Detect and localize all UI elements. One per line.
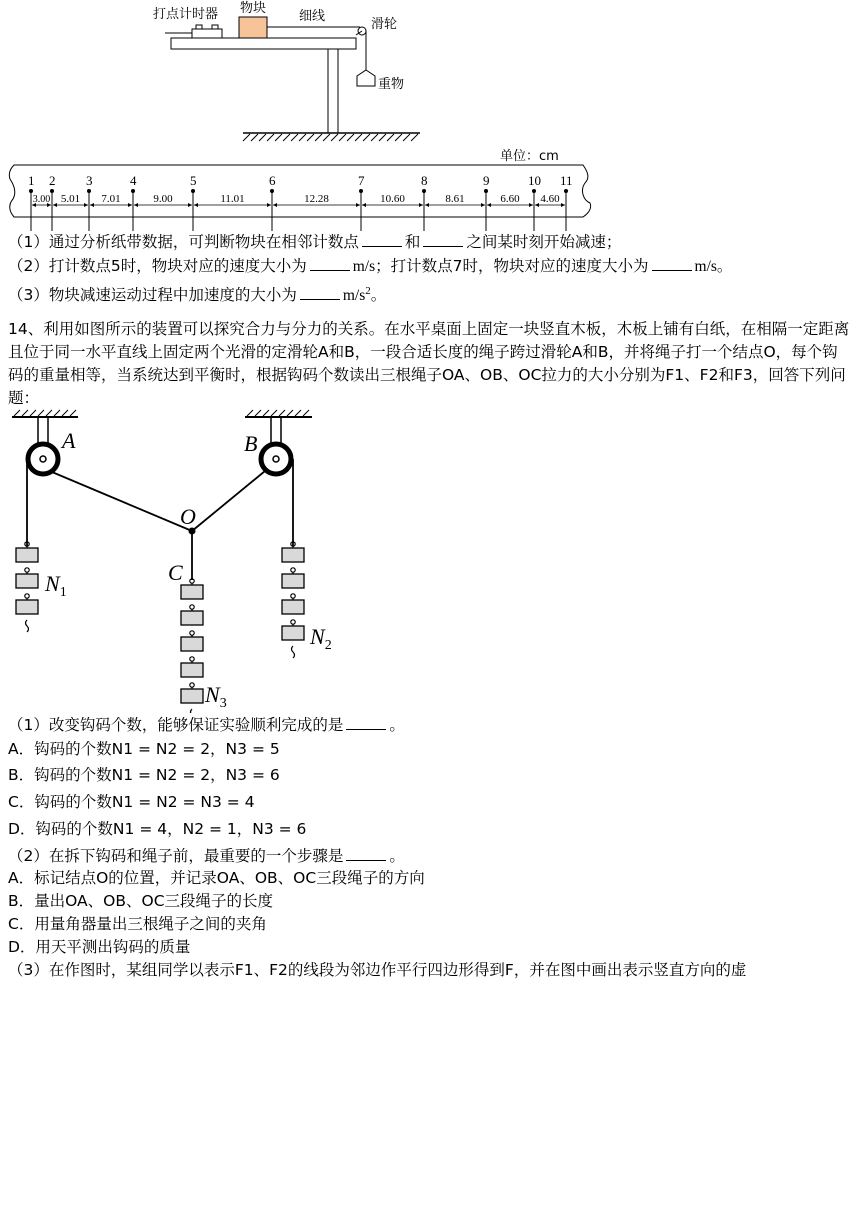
tape-point-label: 1 bbox=[28, 173, 35, 188]
unit-text: m/s。 bbox=[694, 258, 733, 275]
q14-2-question-text: （2）在拆下钩码和绳子前，最重要的一个步骤是 bbox=[8, 847, 344, 865]
tape-point-label: 8 bbox=[421, 173, 428, 188]
unit-text: m/s bbox=[352, 258, 376, 275]
answer-blank[interactable] bbox=[423, 232, 463, 247]
hook-weight bbox=[282, 574, 304, 588]
block-shape bbox=[239, 17, 267, 38]
q14-2-option-c[interactable]: C．用量角器量出三根绳子之间的夹角 bbox=[8, 915, 267, 933]
force-table-diagram bbox=[0, 408, 861, 713]
q14-1-question bbox=[8, 714, 405, 736]
q13-part1-text-c: 之间某时刻开始减速； bbox=[466, 233, 622, 251]
tape-segment-label: 12.28 bbox=[304, 193, 329, 205]
paper-tape bbox=[0, 145, 861, 235]
weights-n1 bbox=[16, 542, 38, 632]
answer-blank[interactable] bbox=[652, 256, 692, 271]
tape-segment-label: 8.61 bbox=[445, 193, 465, 205]
q14-1-option-c[interactable]: C．钩码的个数N1 = N2 = N3 = 4 bbox=[8, 793, 255, 811]
q13-part3 bbox=[8, 280, 386, 307]
label-o: O bbox=[180, 504, 196, 529]
tape-segment-label: 6.60 bbox=[500, 193, 520, 205]
q14-1-option-d[interactable]: D．钩码的个数N1 = 4，N2 = 1，N3 = 6 bbox=[8, 820, 307, 838]
q14-stem: 14、利用如图所示的装置可以探究合力与分力的关系。在水平桌面上固定一块竖直木板，木板上铺有白纸，在相隔一定距离且位于同一水平直线上固定两个光滑的定滑轮A和B，一段合适长度的绳子跨过滑轮A和B，并将绳子打一个结点O，每个钩码的重量相等，当系统达到平衡时，根据钩码个数读出三根绳子OA、OB、OC拉力的大小分别为F1、F2和F3，回答下列问题： bbox=[8, 320, 850, 407]
tape-segment-label: 11.01 bbox=[220, 193, 245, 205]
tape-segment-label: 5.01 bbox=[60, 193, 81, 205]
tape-point-label: 11 bbox=[560, 173, 573, 188]
timer-shape bbox=[192, 29, 222, 38]
q14-2-option-b[interactable]: B．量出OA、OB、OC三段绳子的长度 bbox=[8, 892, 274, 910]
label-n3: $N_3$ bbox=[205, 682, 227, 711]
q14-2-question-end: 。 bbox=[389, 847, 405, 865]
hook-weight bbox=[181, 689, 203, 703]
block-label: 物块 bbox=[240, 1, 267, 16]
hook-weight bbox=[181, 611, 203, 625]
q14-2-question bbox=[8, 845, 405, 867]
tape-point-label: 10 bbox=[528, 173, 541, 188]
tape-point-label: 5 bbox=[190, 173, 197, 188]
q13-part2 bbox=[8, 255, 732, 278]
weight-hook bbox=[292, 646, 295, 658]
hook-weight bbox=[16, 548, 38, 562]
tape-point-label: 7 bbox=[358, 173, 365, 188]
answer-blank[interactable] bbox=[346, 715, 386, 730]
timer-label: 打点计时器 bbox=[153, 7, 219, 22]
q13-part2-text-a: （2）打计数点5时，物块对应的速度大小为 bbox=[8, 257, 307, 275]
q13-part1 bbox=[8, 231, 621, 253]
table-leg bbox=[328, 49, 338, 133]
tape-point-label: 4 bbox=[130, 173, 137, 188]
label-a: A bbox=[62, 428, 76, 453]
q14-1-question-text: （1）改变钩码个数，能够保证实验顺利完成的是 bbox=[8, 716, 344, 734]
weights-n2 bbox=[282, 542, 304, 658]
hook-weight bbox=[181, 637, 203, 651]
string-oa bbox=[52, 472, 192, 531]
q14-2-option-d[interactable]: D．用天平测出钩码的质量 bbox=[8, 938, 191, 956]
hook-weight bbox=[16, 600, 38, 614]
q13-part3-end: 。 bbox=[370, 286, 387, 305]
hook-weight bbox=[282, 600, 304, 614]
label-n1: $N_1$ bbox=[45, 571, 67, 600]
answer-blank[interactable] bbox=[300, 285, 340, 300]
q13-part2-text-b: ；打计数点7时，物块对应的速度大小为 bbox=[375, 257, 649, 275]
tape-unit: 单位：cm bbox=[500, 149, 559, 164]
label-c: C bbox=[168, 560, 183, 585]
label-b: B bbox=[244, 431, 258, 456]
q14-1-option-a[interactable]: A．钩码的个数N1 = N2 = 2，N3 = 5 bbox=[8, 740, 280, 758]
q14-1-option-b[interactable]: B．钩码的个数N1 = N2 = 2，N3 = 6 bbox=[8, 766, 280, 784]
answer-blank[interactable] bbox=[310, 256, 350, 271]
unit-exponent: 2 bbox=[365, 285, 371, 297]
apparatus-diagram bbox=[0, 0, 861, 150]
hook-weight bbox=[181, 585, 203, 599]
string-label: 细线 bbox=[299, 9, 326, 24]
label-n2: $N_2$ bbox=[310, 624, 332, 653]
answer-blank[interactable] bbox=[346, 846, 386, 861]
tape-point-label: 6 bbox=[269, 173, 276, 188]
unit-text: m/s bbox=[342, 287, 366, 305]
weight-hook bbox=[191, 709, 194, 713]
q14-1-question-end: 。 bbox=[389, 716, 405, 734]
q14-3-question: （3）在作图时，某组同学以表示F1、F2的线段为邻边作平行四边形得到F，并在图中画出表示竖直方向的虚 bbox=[8, 961, 747, 979]
weight-hook bbox=[26, 620, 29, 632]
tape-outline bbox=[9, 165, 590, 217]
pulley-label: 滑轮 bbox=[371, 17, 398, 32]
weight-label: 重物 bbox=[378, 77, 405, 92]
hook-weight bbox=[282, 626, 304, 640]
tape-segment-label: 3.00 bbox=[32, 194, 51, 205]
tape-segment-label: 10.60 bbox=[380, 193, 405, 205]
q13-part1-text-a: （1）通过分析纸带数据，可判断物块在相邻计数点 bbox=[8, 233, 359, 251]
answer-blank[interactable] bbox=[362, 232, 402, 247]
hook-weight bbox=[181, 663, 203, 677]
tape-point-label: 9 bbox=[483, 173, 490, 188]
q13-part3-text: （3）物块减速运动过程中加速度的大小为 bbox=[8, 286, 297, 305]
tape-point-label: 2 bbox=[49, 173, 56, 188]
q14-2-option-a[interactable]: A．标记结点O的位置，并记录OA、OB、OC三段绳子的方向 bbox=[8, 869, 425, 887]
weights-n3 bbox=[181, 579, 203, 713]
hook-weight bbox=[16, 574, 38, 588]
string-ob bbox=[192, 471, 265, 531]
table-top bbox=[171, 38, 356, 49]
tape-segment-label: 4.60 bbox=[540, 193, 560, 205]
hook-weight bbox=[282, 548, 304, 562]
weight-shape bbox=[357, 70, 375, 86]
tape-segment-label: 9.00 bbox=[153, 193, 173, 205]
tape-segment-label: 7.01 bbox=[101, 193, 121, 205]
q13-part1-text-b: 和 bbox=[404, 233, 421, 251]
tape-point-label: 3 bbox=[86, 173, 93, 188]
